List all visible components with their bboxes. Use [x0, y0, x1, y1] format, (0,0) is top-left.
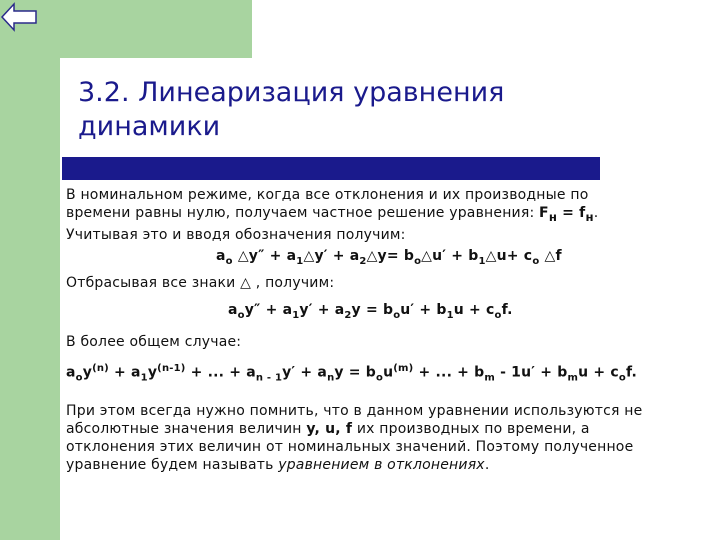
- paragraph-4: При этом всегда нужно помнить, что в данном уравнении используются не абсолютные значения величин y, u, f их производных по времени, а отклонения этих величин от номинальных значений. Поэтому полученное уравнение будем называть уравнением в отклонениях.: [66, 402, 643, 473]
- slide-title: [78, 76, 504, 144]
- paragraph-2: Отбрасывая все знаки △ , получим:: [66, 274, 335, 291]
- title-line-2: динамики: [78, 111, 221, 142]
- text-line: В номинальном режиме, когда все отклонения и их производные по: [66, 187, 589, 203]
- delta-icon: △: [237, 247, 249, 264]
- delta-icon: △: [544, 247, 556, 264]
- paragraph-3: В более общем случае:: [66, 334, 242, 351]
- bold-variables: y, u, f: [306, 420, 353, 437]
- delta-icon: △: [366, 247, 378, 264]
- equation-1: $a_o$ △y″ + $a_1\triangle y'$ + $a_2\triangle y=$ $b_o\triangle u'$ + $b_1\triangle u+ c_o$ △f: [216, 247, 562, 267]
- title-line-1: 3.2. Линеаризация уравнения: [78, 77, 505, 108]
- italic-term: уравнением в отклонениях: [278, 456, 485, 473]
- equation-3: $a_oy^{(n)} + a_1y^{(n-1)}$ + ... + $a_{n - 1}y' + a_ny = b_ou^{(m)}$ + ... + $b_m - 1u' + b_mu + c_of$.: [66, 363, 637, 384]
- back-arrow-icon: [0, 0, 38, 34]
- slide-body: [66, 186, 706, 474]
- symbol-F: $F_н = f_н$: [539, 205, 594, 224]
- text-line: Учитывая это и вводя обозначения получим:: [66, 226, 406, 243]
- equation-2: $a_oy'' + a_1y' + a_2y = b_ou' + b_1u + c_of$.: [228, 301, 513, 321]
- delta-icon: △: [240, 274, 252, 291]
- delta-icon: △: [485, 247, 497, 264]
- delta-icon: △: [421, 247, 433, 264]
- paragraph-1: В номинальном режиме, когда все отклонения и их производные по времени равны нулю, получаем частное решение уравнения: $F_н = f_н$. Учитывая это и вводя обозначения получим:: [66, 187, 599, 243]
- text-line: времени равны нулю, получаем частное решение уравнения:: [66, 205, 540, 221]
- back-button[interactable]: [0, 0, 38, 34]
- delta-icon: △: [303, 247, 315, 264]
- title-divider-bar: [62, 157, 600, 180]
